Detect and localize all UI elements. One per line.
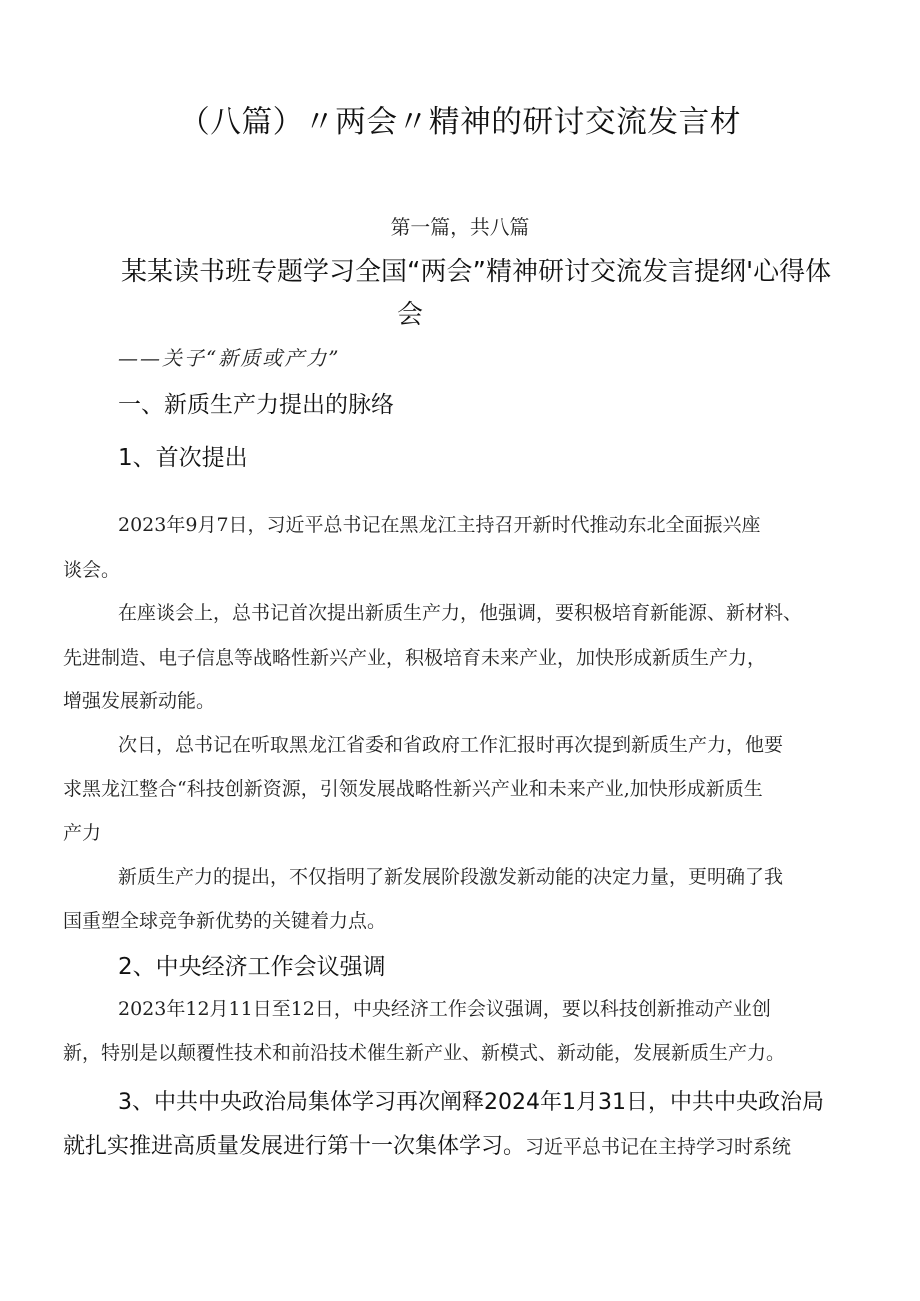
section-heading: 一、新质生产力提出的脉络: [118, 392, 394, 418]
paragraph-line: 先进制造、电子信息等战略性新兴产业，积极培育未来产业，加快形成新质生产力，: [63, 647, 767, 669]
article-subheading: ——关子“新质或产力”: [118, 346, 341, 370]
paragraph-line: 谈会。: [63, 559, 121, 581]
item-heading: 2、中央经济工作会议强调: [118, 954, 386, 980]
paragraph-text: 习近平总书记在主持学习时系统: [525, 1136, 792, 1158]
paragraph-line: 在座谈会上，总书记首次提出新质生产力，他强调，要积极培育新能源、新材料、: [118, 602, 803, 624]
article-title-line-1: 某某读书班专题学习全国“两会”精神研讨交流发言提纲'心得体: [121, 257, 832, 287]
paragraph-line: 2023年9月7日，习近平总书记在黑龙江主持召开新时代推动东北全面振兴座: [118, 514, 761, 536]
paragraph-line: 国重塑全球竞争新优势的关键着力点。: [63, 910, 387, 932]
paragraph-line: 产力: [63, 822, 102, 844]
document-title: （八篇）〃两会〃精神的研讨交流发言材: [179, 104, 741, 140]
paragraph-line: 次日，总书记在听取黑龙江省委和省政府工作汇报时再次提到新质生产力，他要: [118, 734, 784, 756]
item-heading-continuation: [63, 1136, 791, 1158]
paragraph-line: 求黑龙江整合“科技创新资源，引领发展战略性新兴产业和未来产业,加快形成新质生: [63, 778, 763, 800]
item-heading-text: 就扎实推进高质量发展进行第十一次集体学习。: [63, 1134, 526, 1159]
part-label: 第一篇，共八篇: [390, 216, 530, 239]
paragraph-line: 增强发展新动能。: [63, 690, 216, 712]
item-heading: 1、首次提出: [118, 445, 248, 471]
paragraph-line: 新，特别是以颠覆性技术和前沿技术催生新产业、新模式、新动能，发展新质生产力。: [63, 1042, 786, 1064]
paragraph-line: 2023年12月11日至12日，中央经济工作会议强调，要以科技创新推动产业创: [118, 998, 771, 1020]
item-heading: 3、中共中央政治局集体学习再次阐释2024年1月31日，中共中央政治局: [118, 1090, 824, 1115]
article-title-line-2: 会: [396, 300, 423, 330]
paragraph-line: 新质生产力的提出，不仅指明了新发展阶段激发新动能的决定力量，更明确了我: [118, 866, 784, 888]
